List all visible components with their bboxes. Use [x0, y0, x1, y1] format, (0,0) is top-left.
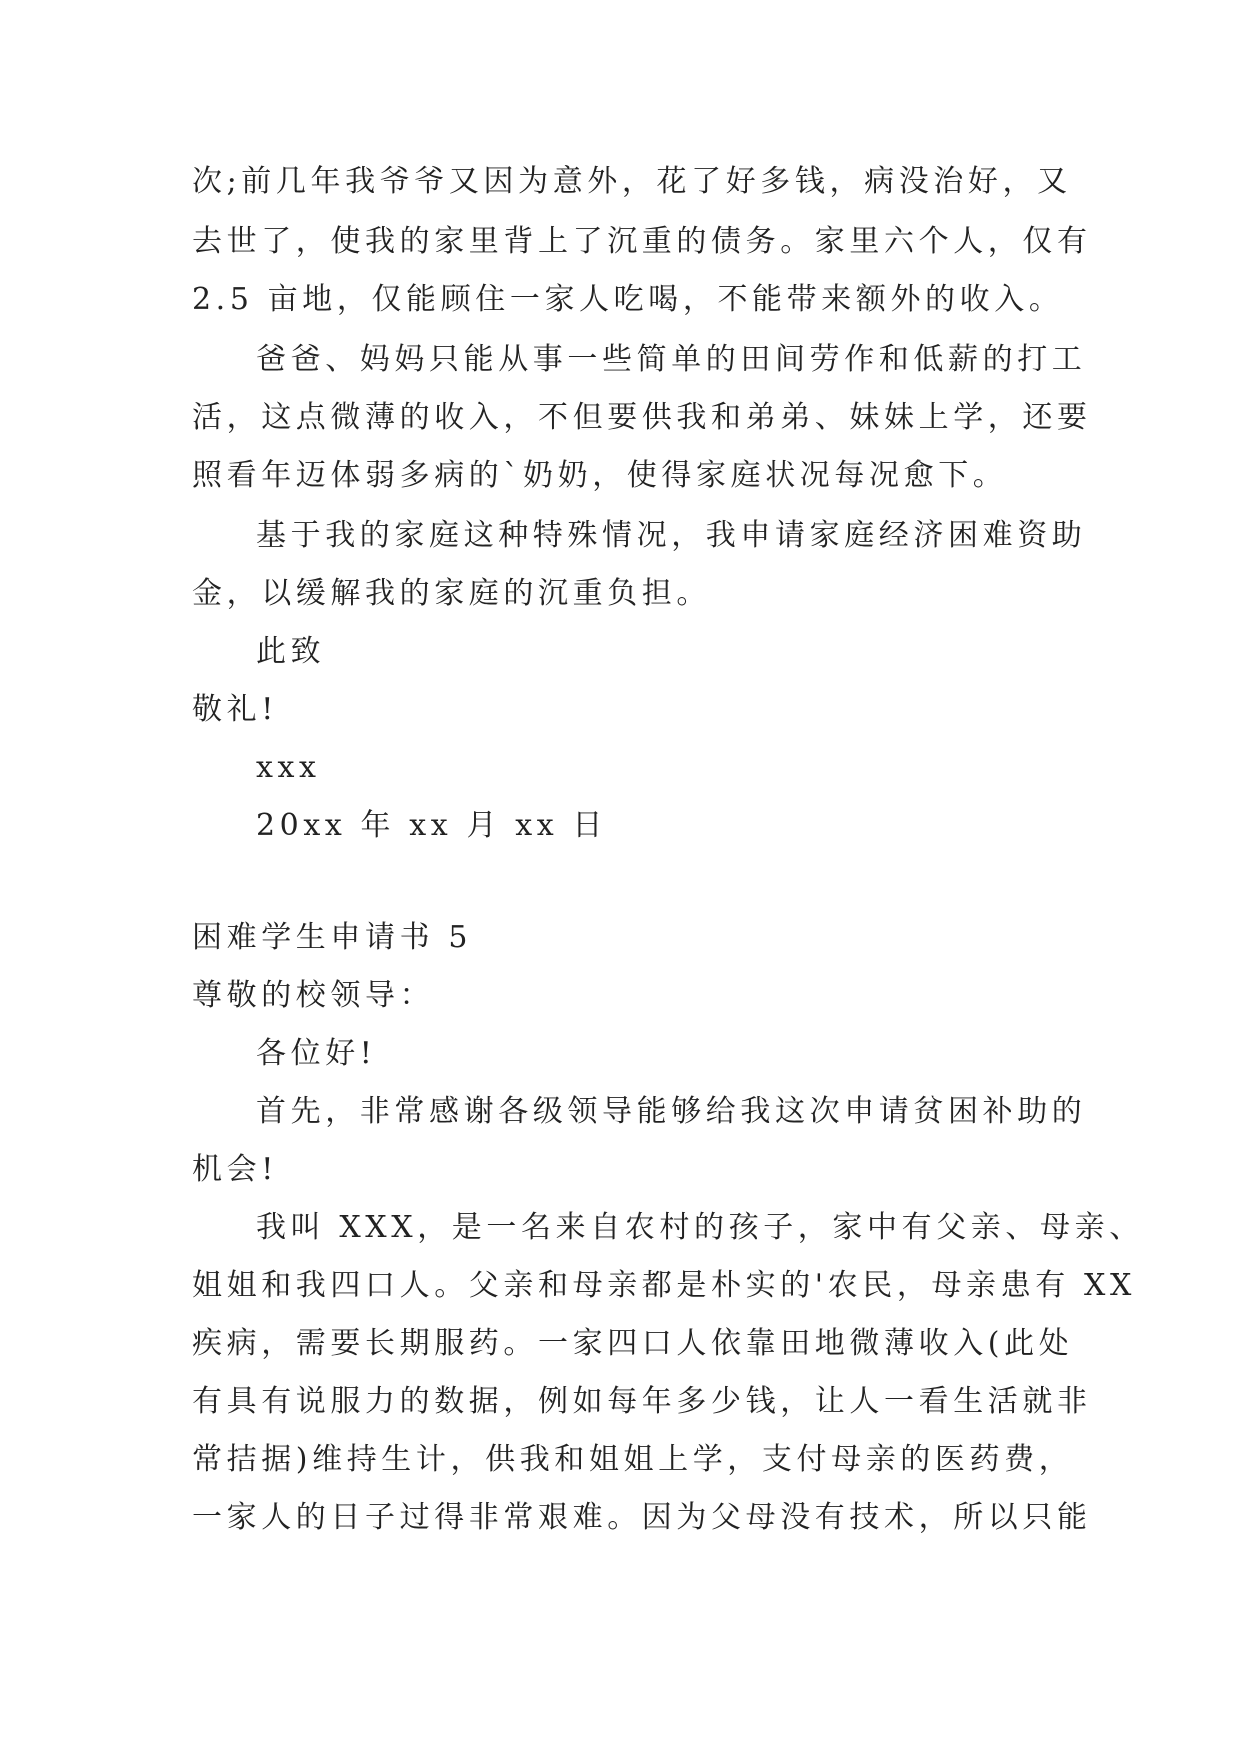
paragraph-line: 常拮据)维持生计，供我和姐姐上学，支付母亲的医药费，	[192, 1442, 1074, 1477]
paragraph-line: 机会!	[192, 1152, 278, 1187]
section-title: 困难学生申请书 5	[192, 920, 473, 955]
closing-salutation: 此致	[256, 634, 326, 669]
paragraph-line: 基于我的家庭这种特殊情况，我申请家庭经济困难资助	[256, 518, 1087, 553]
paragraph-line: 有具有说服力的数据，例如每年多少钱，让人一看生活就非	[192, 1384, 1092, 1419]
paragraph-line: 首先，非常感谢各级领导能够给我这次申请贫困补助的	[256, 1094, 1087, 1129]
paragraph-line: 我叫 XXX，是一名来自农村的孩子，家中有父亲、母亲、	[256, 1210, 1144, 1245]
paragraph-line: 疾病，需要长期服药。一家四口人依靠田地微薄收入(此处	[192, 1326, 1074, 1361]
paragraph-line: 金，以缓解我的家庭的沉重负担。	[192, 576, 711, 611]
paragraph-line: 2.5 亩地，仅能顾住一家人吃喝，不能带来额外的收入。	[192, 282, 1064, 317]
paragraph-line: 爸爸、妈妈只能从事一些简单的田间劳作和低薪的打工	[256, 342, 1087, 377]
closing-regards: 敬礼!	[192, 692, 278, 727]
signature-date: 20xx 年 xx 月 xx 日	[256, 808, 607, 843]
paragraph-line: 一家人的日子过得非常艰难。因为父母没有技术，所以只能	[192, 1500, 1092, 1535]
signature-name: xxx	[256, 750, 321, 785]
paragraph-line: 次;前几年我爷爷又因为意外，花了好多钱，病没治好，又	[192, 164, 1072, 199]
paragraph-line: 活，这点微薄的收入，不但要供我和弟弟、妹妹上学，还要	[192, 400, 1092, 435]
greeting-recipient: 尊敬的校领导：	[192, 978, 435, 1013]
paragraph-line: 照看年迈体弱多病的`奶奶，使得家庭状况每况愈下。	[192, 458, 1008, 493]
paragraph-line: 去世了，使我的家里背上了沉重的债务。家里六个人，仅有	[192, 224, 1092, 259]
greeting: 各位好!	[256, 1036, 377, 1071]
paragraph-line: 姐姐和我四口人。父亲和母亲都是朴实的'农民，母亲患有 XX	[192, 1268, 1136, 1303]
